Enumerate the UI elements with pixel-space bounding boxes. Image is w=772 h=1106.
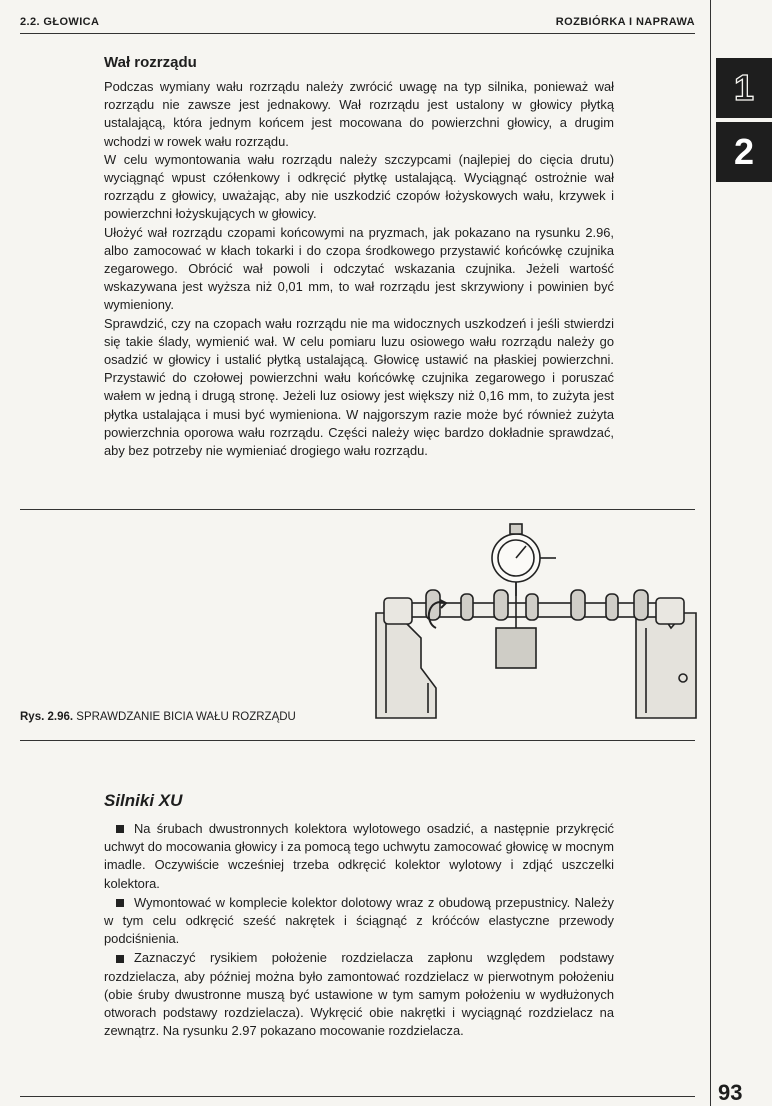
paragraph: Sprawdzić, czy na czopach wału rozrządu nie ma widocznych uszkodzeń i jeśli stwierdzi się takie ślady, wymienić wał. W celu pomiaru luzu osiowego wału rozrządu należy go osadzić w głowicy i ustalić płytką ustalającą. Głowicę ustawić na płaskiej powierzchni. Przystawić do czołowej powierzchni wału końcówkę czujnika zegarowego i poruszać wałem w jedną i drugą stronę. Jeżeli luz osiowy jest większy niż 0,16 mm, to zużyta jest płytka ustalająca i musi być wymieniona. W najgorszym razie może być również zużyta powierzchnia oporowa wału rozrządu. Części należy więc bardzo dokładnie sprawdzać, aby bez potrzeby nie wymieniać drogiego wału rozrządu. — [104, 315, 614, 459]
paragraph: W celu wymontowania wału rozrządu należy szczypcami (najlepiej do cięcia drutu) wyciągnąć wpust czółenkowy i odkręcić płytkę ustalającą. Wyciągnąć ostrożnie wał rozrządu z głowicy, uważając, aby nie uszkodzić czopów łożyskowych wału, krzywek i powierzchni łożyskujących w głowicy. — [104, 151, 614, 222]
subsection-body — [104, 820, 614, 1041]
page-number: 93 — [718, 1080, 743, 1105]
chapter-tab-1: 1 — [716, 58, 772, 118]
camshaft-runout-figure — [366, 518, 706, 728]
paragraph: Podczas wymiany wału rozrządu należy zwrócić uwagę na typ silnika, ponieważ wał rozrządu nie zawsze jest jednakowy. Wał rozrządu jest ustalony w głowicy płytką ustalającą, która jednym końcem jest mocowana do powierzchni głowicy, a drugim wchodzi w rowek wału rozrządu. — [104, 79, 614, 149]
footer-rule — [20, 1096, 695, 1097]
list-item: Zaznaczyć rysikiem położenie rozdzielacza zapłonu względem podstawy rozdzielacza, aby później można było zamontować rozdzielacz w pierwotnym położeniu (obie śruby dwustronne muszą być ustawione w tym samym położeniu w wydłużonych otworach podstawy rozdzielacza). Wykręcić obie nakrętki i wyciągnąć rozdzielacz na zewnątrz. Na rysunku 2.97 pokazano mocowanie rozdzielacza. — [104, 950, 614, 1039]
bullet-square-icon — [116, 955, 124, 963]
figure-caption — [20, 711, 296, 723]
figure-number: Rys. 2.96. — [20, 711, 74, 723]
section-title: Wał rozrządu — [104, 54, 197, 71]
margin-line — [710, 0, 711, 1106]
figure-top-rule — [20, 509, 695, 510]
list-item: Wymontować w komplecie kolektor dolotowy wraz z obudową przepustnicy. Należy w tym celu odkręcić sześć nakrętek i ściągnąć z króćców elastyczne przewody podciśnienia. — [104, 894, 614, 947]
figure-caption-text: SPRAWDZANIE BICIA WAŁU ROZRZĄDU — [76, 711, 296, 723]
header-section: 2.2. GŁOWICA — [20, 16, 100, 28]
section-body — [104, 78, 614, 460]
subsection-title: Silniki XU — [104, 791, 183, 810]
bullet-square-icon — [116, 825, 124, 833]
header-rule — [20, 33, 695, 34]
chapter-tab-2: 2 — [716, 122, 772, 182]
list-item: Na śrubach dwustronnych kolektora wylotowego osadzić, a następnie przykręcić uchwyt do mocowania głowicy i za pomocą tego uchwytu zamocować głowicę w mocnym imadle. Oczywiście wcześniej trzeba odkręcić kolektor wylotowy i zdjąć uszczelki kolektora. — [104, 821, 614, 891]
paragraph: Ułożyć wał rozrządu czopami końcowymi na pryzmach, jak pokazano na rysunku 2.96, albo zamocować w kłach tokarki i do czopa środkowego przystawić końcówkę czujnika zegarowego. Obrócić wał powoli i odczytać wskazania czujnika. Jeżeli wartość wskazywana jest wyższa niż 0,01 mm, to wał rozrządu jest skrzywiony i powinien być wymieniony. — [104, 224, 614, 313]
figure-bottom-rule — [20, 740, 695, 741]
header-chapter: ROZBIÓRKA I NAPRAWA — [555, 16, 695, 28]
running-header — [20, 12, 695, 32]
bullet-square-icon — [116, 899, 124, 907]
